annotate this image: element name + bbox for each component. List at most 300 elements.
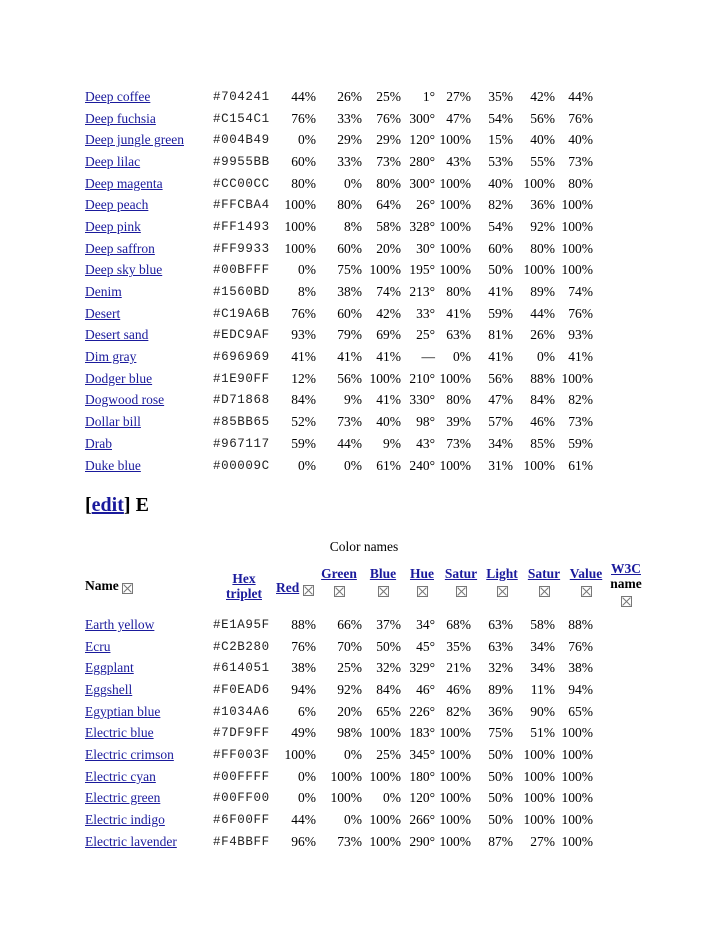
light-cell: 47% xyxy=(488,392,513,408)
hue-cell: 213° xyxy=(409,284,435,300)
light-cell: 54% xyxy=(488,218,513,234)
satur-hsv-cell: 47% xyxy=(446,110,471,126)
blue-cell: 80% xyxy=(376,175,401,191)
green-cell: 0% xyxy=(344,175,362,191)
table-row xyxy=(85,788,593,810)
sort-icon[interactable] xyxy=(378,586,389,597)
hue-cell: 98° xyxy=(416,414,435,430)
green-cell: 33% xyxy=(337,153,362,169)
hue-cell: 266° xyxy=(409,812,435,828)
blue-cell: 100% xyxy=(369,768,401,784)
satur-hsv-cell: 100% xyxy=(439,746,471,762)
header-name-label: Name xyxy=(85,578,119,593)
color-name-cell xyxy=(85,216,213,238)
green-cell: 44% xyxy=(337,435,362,451)
satur-hsv-cell: 35% xyxy=(446,638,471,654)
edit-link[interactable]: edit xyxy=(91,494,124,516)
color-name-link[interactable]: Drab xyxy=(85,435,112,451)
green-cell: 0% xyxy=(344,746,362,762)
header-red[interactable] xyxy=(276,580,314,596)
color-name-link[interactable]: Deep jungle green xyxy=(85,132,184,148)
color-name-link[interactable]: Dodger blue xyxy=(85,370,153,386)
header-satur-hsv-label[interactable]: Satur xyxy=(444,566,478,581)
green-cell: 79% xyxy=(337,327,362,343)
green-cell: 60% xyxy=(337,305,362,321)
green-cell: 26% xyxy=(337,88,362,104)
hex-triplet-cell: #00FFFF xyxy=(213,769,270,784)
sort-icon[interactable] xyxy=(621,596,632,607)
red-cell: 41% xyxy=(291,349,316,365)
value-cell: 100% xyxy=(561,262,593,278)
table-row xyxy=(85,831,593,853)
satur-hsl-cell: 34% xyxy=(530,638,555,654)
blue-cell: 42% xyxy=(376,305,401,321)
table-row xyxy=(85,614,593,636)
hex-triplet-cell: #1034A6 xyxy=(213,704,270,719)
hue-cell: 240° xyxy=(409,457,435,473)
hex-triplet-cell: #C2B280 xyxy=(213,639,270,654)
sort-icon[interactable] xyxy=(581,586,592,597)
value-cell: 59% xyxy=(568,435,593,451)
hue-cell: 33° xyxy=(416,305,435,321)
color-name-cell xyxy=(85,368,213,390)
green-cell: 60% xyxy=(337,240,362,256)
red-cell: 93% xyxy=(291,327,316,343)
table-row xyxy=(85,303,593,325)
light-cell: 34% xyxy=(488,435,513,451)
green-cell: 70% xyxy=(337,638,362,654)
value-cell: 88% xyxy=(568,616,593,632)
color-name-cell xyxy=(85,722,213,744)
satur-hsl-cell: 0% xyxy=(537,349,555,365)
satur-hsl-cell: 88% xyxy=(530,370,555,386)
color-name-cell xyxy=(85,679,213,701)
hex-triplet-cell: #D71868 xyxy=(213,393,270,408)
color-name-link[interactable]: Deep pink xyxy=(85,218,141,234)
color-name-cell xyxy=(85,636,213,658)
green-cell: 33% xyxy=(337,110,362,126)
hex-triplet-cell: #967117 xyxy=(213,436,270,451)
red-cell: 0% xyxy=(298,132,316,148)
red-cell: 8% xyxy=(298,284,316,300)
color-name-link[interactable]: Electric lavender xyxy=(85,833,177,849)
value-cell: 100% xyxy=(561,812,593,828)
satur-hsv-cell: 100% xyxy=(439,457,471,473)
header-hex-triplet[interactable] xyxy=(216,571,272,601)
light-cell: 50% xyxy=(488,812,513,828)
green-cell: 0% xyxy=(344,457,362,473)
red-cell: 38% xyxy=(291,660,316,676)
value-cell: 73% xyxy=(568,153,593,169)
light-cell: 53% xyxy=(488,153,513,169)
satur-hsv-cell: 39% xyxy=(446,414,471,430)
color-name-cell xyxy=(85,151,213,173)
red-cell: 76% xyxy=(291,638,316,654)
satur-hsv-cell: 100% xyxy=(439,240,471,256)
value-cell: 44% xyxy=(568,88,593,104)
table-row xyxy=(85,722,593,744)
sort-icon[interactable] xyxy=(334,586,345,597)
color-name-cell xyxy=(85,614,213,636)
satur-hsv-cell: 100% xyxy=(439,725,471,741)
header-light[interactable] xyxy=(484,566,520,597)
hue-cell: 329° xyxy=(409,660,435,676)
value-cell: 100% xyxy=(561,833,593,849)
hue-cell: 280° xyxy=(409,153,435,169)
satur-hsv-cell: 100% xyxy=(439,812,471,828)
color-name-link[interactable]: Egyptian blue xyxy=(85,703,161,719)
satur-hsv-cell: 43% xyxy=(446,153,471,169)
color-name-link[interactable]: Dogwood rose xyxy=(85,392,165,408)
table-row xyxy=(85,657,593,679)
blue-cell: 25% xyxy=(376,88,401,104)
hex-triplet-cell: #1560BD xyxy=(213,285,270,300)
blue-cell: 73% xyxy=(376,153,401,169)
value-cell: 100% xyxy=(561,790,593,806)
color-name-cell xyxy=(85,390,213,412)
green-cell: 9% xyxy=(344,392,362,408)
green-cell: 41% xyxy=(337,349,362,365)
table-row xyxy=(85,238,593,260)
header-satur-hsl[interactable] xyxy=(524,566,564,597)
color-name-link[interactable]: Deep coffee xyxy=(85,88,151,104)
color-name-link[interactable]: Desert xyxy=(85,305,121,321)
red-cell: 52% xyxy=(291,414,316,430)
blue-cell: 100% xyxy=(369,262,401,278)
sort-icon[interactable] xyxy=(539,586,550,597)
color-name-link[interactable]: Earth yellow xyxy=(85,616,155,632)
hue-cell: 30° xyxy=(416,240,435,256)
hue-cell: 46° xyxy=(416,681,435,697)
blue-cell: 100% xyxy=(369,812,401,828)
green-cell: 56% xyxy=(337,370,362,386)
color-name-cell xyxy=(85,325,213,347)
satur-hsl-cell: 100% xyxy=(523,262,555,278)
hue-cell: 120° xyxy=(409,132,435,148)
hex-triplet-cell: #FF9933 xyxy=(213,241,270,256)
light-cell: 36% xyxy=(488,703,513,719)
satur-hsv-cell: 73% xyxy=(446,435,471,451)
satur-hsl-cell: 100% xyxy=(523,175,555,191)
color-name-cell xyxy=(85,303,213,325)
blue-cell: 74% xyxy=(376,284,401,300)
hue-cell: 180° xyxy=(409,768,435,784)
hex-triplet-cell: #00009C xyxy=(213,458,270,473)
color-name-link[interactable]: Ecru xyxy=(85,638,111,654)
table-caption: Color names xyxy=(329,539,399,554)
sort-icon[interactable] xyxy=(122,583,133,594)
light-cell: 35% xyxy=(488,88,513,104)
satur-hsl-cell: 100% xyxy=(523,768,555,784)
blue-cell: 50% xyxy=(376,638,401,654)
hue-cell: 1° xyxy=(422,88,435,104)
light-cell: 75% xyxy=(488,725,513,741)
red-cell: 44% xyxy=(291,812,316,828)
color-name-link[interactable]: Deep magenta xyxy=(85,175,163,191)
blue-cell: 84% xyxy=(376,681,401,697)
header-green-label[interactable]: Green xyxy=(321,566,357,581)
red-cell: 49% xyxy=(291,725,316,741)
light-cell: 50% xyxy=(488,262,513,278)
hue-cell: 300° xyxy=(409,110,435,126)
sort-icon[interactable] xyxy=(303,585,314,596)
blue-cell: 64% xyxy=(376,197,401,213)
color-name-link[interactable]: Deep peach xyxy=(85,197,149,213)
value-cell: 41% xyxy=(568,349,593,365)
header-hue[interactable] xyxy=(407,566,437,597)
red-cell: 59% xyxy=(291,435,316,451)
satur-hsv-cell: 100% xyxy=(439,790,471,806)
blue-cell: 69% xyxy=(376,327,401,343)
value-cell: 100% xyxy=(561,746,593,762)
header-satur-hsl-label[interactable]: Satur xyxy=(527,566,561,581)
color-name-link[interactable]: Deep fuchsia xyxy=(85,110,156,126)
color-name-cell xyxy=(85,108,213,130)
value-cell: 100% xyxy=(561,370,593,386)
green-cell: 73% xyxy=(337,414,362,430)
blue-cell: 41% xyxy=(376,349,401,365)
value-cell: 93% xyxy=(568,327,593,343)
satur-hsv-cell: 0% xyxy=(453,349,471,365)
red-cell: 100% xyxy=(284,240,316,256)
satur-hsv-cell: 41% xyxy=(446,305,471,321)
red-cell: 6% xyxy=(298,703,316,719)
light-cell: 54% xyxy=(488,110,513,126)
red-cell: 0% xyxy=(298,790,316,806)
hue-cell: 183° xyxy=(409,725,435,741)
light-cell: 15% xyxy=(488,132,513,148)
green-cell: 92% xyxy=(337,681,362,697)
blue-cell: 61% xyxy=(376,457,401,473)
light-cell: 50% xyxy=(488,790,513,806)
table-row xyxy=(85,108,593,130)
blue-cell: 37% xyxy=(376,616,401,632)
color-name-link[interactable]: Deep sky blue xyxy=(85,262,163,278)
hue-cell: 345° xyxy=(409,746,435,762)
hex-triplet-cell: #00FF00 xyxy=(213,791,270,806)
red-cell: 80% xyxy=(291,175,316,191)
red-cell: 100% xyxy=(284,197,316,213)
hue-cell: 195° xyxy=(409,262,435,278)
light-cell: 60% xyxy=(488,240,513,256)
value-cell: 76% xyxy=(568,110,593,126)
header-green[interactable] xyxy=(318,566,360,597)
red-cell: 76% xyxy=(291,110,316,126)
green-cell: 8% xyxy=(344,218,362,234)
light-cell: 56% xyxy=(488,370,513,386)
color-table-d-body xyxy=(85,86,593,476)
header-hex-line1[interactable]: Hex xyxy=(232,571,256,586)
green-cell: 73% xyxy=(337,833,362,849)
header-blue-label[interactable]: Blue xyxy=(369,566,397,581)
green-cell: 98% xyxy=(337,725,362,741)
color-name-link[interactable]: Desert sand xyxy=(85,327,149,343)
table-row xyxy=(85,411,593,433)
color-name-link[interactable]: Electric crimson xyxy=(85,746,174,762)
color-name-link[interactable]: Deep lilac xyxy=(85,153,141,169)
hex-triplet-cell: #F0EAD6 xyxy=(213,682,270,697)
blue-cell: 76% xyxy=(376,110,401,126)
blue-cell: 100% xyxy=(369,833,401,849)
satur-hsl-cell: 55% xyxy=(530,153,555,169)
satur-hsl-cell: 85% xyxy=(530,435,555,451)
table-row xyxy=(85,368,593,390)
satur-hsl-cell: 36% xyxy=(530,197,555,213)
hue-cell: 45° xyxy=(416,638,435,654)
light-cell: 41% xyxy=(488,349,513,365)
satur-hsl-cell: 58% xyxy=(530,616,555,632)
hex-triplet-cell: #1E90FF xyxy=(213,371,270,386)
blue-cell: 9% xyxy=(383,435,401,451)
table-row xyxy=(85,173,593,195)
color-table-e xyxy=(85,614,593,853)
table-row xyxy=(85,194,593,216)
header-name[interactable] xyxy=(85,578,133,594)
blue-cell: 100% xyxy=(369,725,401,741)
color-name-link[interactable]: Electric blue xyxy=(85,725,154,741)
green-cell: 38% xyxy=(337,284,362,300)
table-row xyxy=(85,809,593,831)
satur-hsv-cell: 100% xyxy=(439,370,471,386)
satur-hsl-cell: 84% xyxy=(530,392,555,408)
table-row xyxy=(85,260,593,282)
color-name-cell xyxy=(85,86,213,108)
light-cell: 63% xyxy=(488,638,513,654)
light-cell: 87% xyxy=(488,833,513,849)
hex-triplet-cell: #6F00FF xyxy=(213,813,270,828)
header-w3c-name[interactable] xyxy=(608,561,644,607)
hex-triplet-cell: #696969 xyxy=(213,350,270,365)
value-cell: 73% xyxy=(568,414,593,430)
table-row xyxy=(85,86,593,108)
header-value-label[interactable]: Value xyxy=(569,566,603,581)
color-name-link[interactable]: Deep saffron xyxy=(85,240,155,256)
red-cell: 100% xyxy=(284,746,316,762)
header-red-label[interactable]: Red xyxy=(276,580,300,595)
light-cell: 31% xyxy=(488,457,513,473)
table-row xyxy=(85,433,593,455)
light-cell: 81% xyxy=(488,327,513,343)
green-cell: 66% xyxy=(337,616,362,632)
hex-triplet-cell: #7DF9FF xyxy=(213,726,270,741)
light-cell: 63% xyxy=(488,616,513,632)
color-name-link[interactable]: Electric green xyxy=(85,790,161,806)
color-name-link[interactable]: Electric indigo xyxy=(85,812,165,828)
satur-hsl-cell: 27% xyxy=(530,833,555,849)
red-cell: 44% xyxy=(291,88,316,104)
red-cell: 88% xyxy=(291,616,316,632)
satur-hsl-cell: 40% xyxy=(530,132,555,148)
light-cell: 89% xyxy=(488,681,513,697)
hex-triplet-cell: #CC00CC xyxy=(213,176,270,191)
satur-hsv-cell: 80% xyxy=(446,392,471,408)
satur-hsv-cell: 100% xyxy=(439,132,471,148)
table-row xyxy=(85,346,593,368)
green-cell: 80% xyxy=(337,197,362,213)
light-cell: 32% xyxy=(488,660,513,676)
value-cell: 100% xyxy=(561,240,593,256)
sort-icon[interactable] xyxy=(417,586,428,597)
satur-hsl-cell: 100% xyxy=(523,790,555,806)
header-w3c-line1[interactable]: W3C xyxy=(611,561,641,576)
green-cell: 25% xyxy=(337,660,362,676)
color-name-cell xyxy=(85,831,213,853)
hue-cell: 328° xyxy=(409,218,435,234)
color-name-cell xyxy=(85,281,213,303)
light-cell: 59% xyxy=(488,305,513,321)
hue-cell: 290° xyxy=(409,833,435,849)
color-name-link[interactable]: Dollar bill xyxy=(85,414,141,430)
color-table-e-body xyxy=(85,614,593,853)
light-cell: 50% xyxy=(488,746,513,762)
color-name-link[interactable]: Electric cyan xyxy=(85,768,156,784)
color-name-link[interactable]: Eggplant xyxy=(85,660,134,676)
value-cell: 80% xyxy=(568,175,593,191)
sort-icon[interactable] xyxy=(497,586,508,597)
header-value[interactable] xyxy=(566,566,606,597)
header-blue[interactable] xyxy=(366,566,400,597)
header-hex-line2[interactable]: triplet xyxy=(226,586,262,601)
satur-hsl-cell: 44% xyxy=(530,305,555,321)
value-cell: 100% xyxy=(561,768,593,784)
red-cell: 12% xyxy=(291,370,316,386)
satur-hsv-cell: 68% xyxy=(446,616,471,632)
satur-hsv-cell: 100% xyxy=(439,833,471,849)
satur-hsl-cell: 100% xyxy=(523,457,555,473)
table-row xyxy=(85,281,593,303)
table-row xyxy=(85,744,593,766)
color-name-link[interactable]: Eggshell xyxy=(85,681,133,697)
header-satur-hsv[interactable] xyxy=(441,566,481,597)
color-name-cell xyxy=(85,173,213,195)
color-name-link[interactable]: Duke blue xyxy=(85,457,141,473)
value-cell: 61% xyxy=(568,457,593,473)
light-cell: 41% xyxy=(488,284,513,300)
satur-hsl-cell: 92% xyxy=(530,218,555,234)
red-cell: 0% xyxy=(298,457,316,473)
red-cell: 0% xyxy=(298,768,316,784)
satur-hsv-cell: 100% xyxy=(439,262,471,278)
header-w3c-line2: name xyxy=(610,576,642,591)
sort-icon[interactable] xyxy=(456,586,467,597)
color-name-cell xyxy=(85,433,213,455)
color-name-link[interactable]: Dim gray xyxy=(85,349,137,365)
light-cell: 57% xyxy=(488,414,513,430)
table-row xyxy=(85,129,593,151)
hex-triplet-cell: #004B49 xyxy=(213,133,270,148)
section-heading-e xyxy=(85,494,149,517)
table-row xyxy=(85,216,593,238)
color-name-cell xyxy=(85,788,213,810)
value-cell: 65% xyxy=(568,703,593,719)
satur-hsv-cell: 100% xyxy=(439,768,471,784)
hex-triplet-cell: #C154C1 xyxy=(213,111,270,126)
satur-hsv-cell: 46% xyxy=(446,681,471,697)
value-cell: 100% xyxy=(561,725,593,741)
hue-cell: 34° xyxy=(416,616,435,632)
hex-triplet-cell: #704241 xyxy=(213,89,270,104)
satur-hsl-cell: 46% xyxy=(530,414,555,430)
color-name-link[interactable]: Denim xyxy=(85,284,122,300)
value-cell: 100% xyxy=(561,218,593,234)
blue-cell: 25% xyxy=(376,746,401,762)
table-row xyxy=(85,636,593,658)
satur-hsv-cell: 63% xyxy=(446,327,471,343)
header-light-label[interactable]: Light xyxy=(486,566,518,581)
header-hue-label[interactable]: Hue xyxy=(409,566,434,581)
red-cell: 94% xyxy=(291,681,316,697)
satur-hsl-cell: 89% xyxy=(530,284,555,300)
